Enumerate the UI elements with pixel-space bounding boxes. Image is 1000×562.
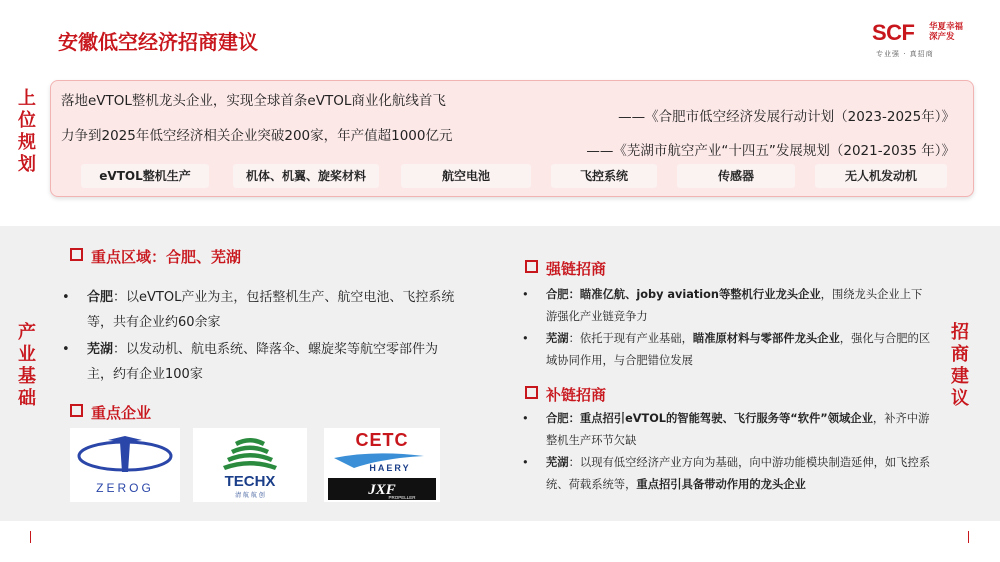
side-char: 上	[18, 88, 36, 109]
bullet-bold: ：重点招引eVTOL的智能驾驶、飞行服务等“软件”领域企业	[568, 412, 873, 425]
list-item-hefei-base	[62, 285, 462, 335]
bullet-label: 芜湖	[546, 332, 569, 345]
bullet-text: ：以eVTOL产业为主，包括整机生产、航空电池、飞控系统等，共有企业约60余家	[87, 290, 455, 330]
tag-sensor: 传感器	[677, 164, 795, 188]
techx-subtext: 清 航 航 创	[235, 492, 265, 499]
scf-logo	[872, 20, 972, 62]
techx-text: TECHX	[224, 473, 276, 490]
techx-emblem-icon	[193, 428, 307, 502]
plan-goal-2: 力争到2025年低空经济相关企业突破200家，年产值超1000亿元	[61, 128, 453, 144]
side-char: 建	[951, 366, 969, 387]
bullet-text: ，补齐中游整机生产环节欠缺	[546, 412, 930, 447]
bullet-pre: ：以现有低空经济产业方向为基础，向中游功能模块制造延伸，如飞控系统、荷载系统等，	[546, 456, 931, 491]
cetc-text: CETC	[355, 430, 409, 450]
plan-ref-hefei: ——《合肥市低空经济发展行动计划（2023-2025年）》	[618, 109, 955, 125]
logo-cn-line2: 产发	[937, 32, 955, 42]
fill-chain-heading	[525, 384, 606, 405]
footer-mark-left	[30, 531, 31, 543]
bullet-dot: •	[522, 332, 529, 345]
zerog-emblem-icon	[70, 428, 180, 502]
bullet-text: ：以发动机、航电系统、降落伞、螺旋桨等航空零部件为主，约有企业100家	[87, 342, 439, 382]
bullet-dot: •	[522, 456, 529, 469]
cetc-haery-jxf-logos	[324, 428, 440, 502]
zerog-logo	[70, 428, 180, 502]
list-item-fill-hefei	[522, 408, 932, 452]
side-char: 规	[18, 132, 36, 153]
list-item-strong-wuhu	[522, 328, 932, 372]
bullet-dot: •	[522, 412, 529, 425]
bullet-label: 合肥	[546, 288, 569, 301]
side-label-advice	[948, 322, 972, 410]
tag-materials: 机体、机翼、旋桨材料	[233, 164, 379, 188]
bullet-dot: •	[62, 290, 70, 305]
side-char: 产	[18, 322, 36, 343]
bullet-bold: ：瞄准亿航、joby aviation等整机行业龙头企业	[568, 288, 821, 301]
tag-battery: 航空电池	[401, 164, 531, 188]
square-bullet-icon	[525, 386, 538, 399]
bullet-dot: •	[522, 288, 529, 301]
bullet-label: 芜湖	[87, 342, 114, 357]
footer-mark-right	[968, 531, 969, 543]
logo-brand: SCF	[872, 20, 915, 45]
side-char: 业	[18, 344, 36, 365]
bullet-label: 合肥	[87, 290, 114, 305]
tag-drone-engine: 无人机发动机	[815, 164, 947, 188]
list-item-strong-hefei	[522, 284, 932, 328]
square-bullet-icon	[70, 248, 83, 261]
plan-ref-wuhu: ——《芜湖市航空产业“十四五”发展规划（2021-2035 年）》	[586, 143, 955, 159]
square-bullet-icon	[525, 260, 538, 273]
logo-cn-line2-prefix: 深	[929, 32, 938, 42]
tag-flight-control: 飞控系统	[551, 164, 657, 188]
list-item-fill-wuhu	[522, 452, 932, 496]
company-heading	[70, 402, 151, 423]
side-label-plan	[15, 88, 39, 176]
side-label-base	[15, 322, 39, 410]
region-heading	[70, 246, 241, 267]
side-char: 基	[18, 366, 36, 387]
logo-cn	[929, 22, 963, 42]
page-title: 安徽低空经济招商建议	[58, 30, 258, 54]
plan-panel	[50, 80, 974, 197]
side-char: 划	[18, 154, 36, 175]
bullet-bold: 重点招引具备带动作用的龙头企业	[636, 478, 806, 491]
plan-goal-1: 落地eVTOL整机龙头企业，实现全球首条eVTOL商业化航线首飞	[61, 93, 446, 109]
fill-chain-heading-text: 补链招商	[546, 386, 607, 404]
strong-chain-heading	[525, 258, 606, 279]
tag-evtol: eVTOL整机生产	[81, 164, 209, 188]
techx-logo	[193, 428, 307, 502]
logo-slogan: 专业强 · 真招商	[876, 50, 934, 58]
jxf-text: JXF	[368, 482, 396, 498]
bullet-bold: 瞄准原材料与零部件龙头企业	[692, 332, 840, 345]
zerog-text: ZEROG	[96, 481, 154, 495]
logo-cn-line1: 华夏幸福	[929, 22, 964, 32]
side-char: 议	[951, 388, 969, 409]
cetc-haery-jxf-emblem-icon	[324, 428, 440, 502]
jxf-subtext: PROPELLER	[388, 495, 416, 500]
square-bullet-icon	[70, 404, 83, 417]
list-item-wuhu-base	[62, 337, 462, 387]
haery-text: HAERY	[369, 463, 411, 473]
industry-tags	[81, 164, 961, 188]
region-heading-text: 重点区域：合肥、芜湖	[91, 248, 242, 266]
side-char: 位	[18, 110, 36, 131]
side-char: 础	[18, 388, 36, 409]
bullet-pre: ：依托于现有产业基础，	[568, 332, 693, 345]
bullet-label: 合肥	[546, 412, 569, 425]
side-char: 商	[951, 344, 969, 365]
bullet-label: 芜湖	[546, 456, 569, 469]
strong-chain-heading-text: 强链招商	[546, 260, 607, 278]
company-heading-text: 重点企业	[91, 404, 152, 422]
bullet-dot: •	[62, 342, 70, 357]
bullet-text: ，围绕龙头企业上下游强化产业链竞争力	[546, 288, 923, 323]
side-char: 招	[951, 322, 969, 343]
bullet-text: ，强化与合肥的区域协同作用，与合肥错位发展	[546, 332, 931, 367]
